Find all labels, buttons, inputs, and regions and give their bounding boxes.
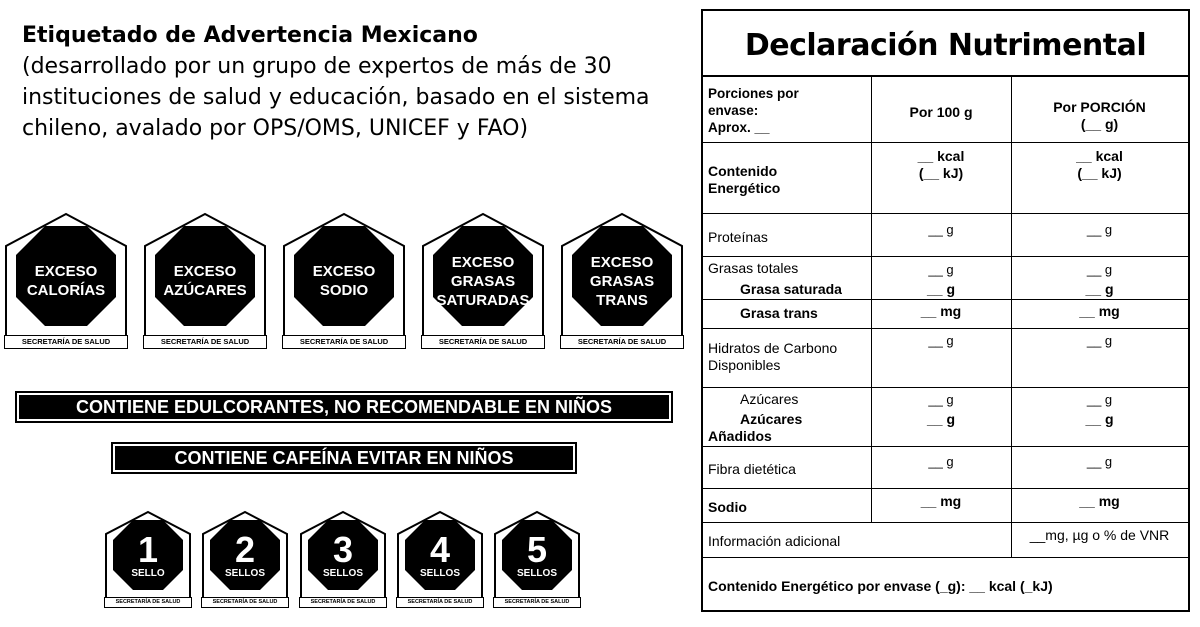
sodium-per-portion: __ mg bbox=[1079, 493, 1120, 509]
added-sugars-per-portion: __ g bbox=[1085, 411, 1114, 427]
row-divider bbox=[703, 488, 1188, 489]
proteins-per-100g: __ g bbox=[928, 222, 954, 237]
seal-count-number: 5 bbox=[526, 529, 548, 570]
sweeteners-banner: CONTIENE EDULCORANTES, NO RECOMENDABLE EN NIÑOS bbox=[19, 395, 669, 419]
seal-count-5 bbox=[493, 510, 581, 610]
total-fats-label: Grasas totales bbox=[708, 260, 799, 276]
seal-line: AZÚCARES bbox=[163, 282, 247, 299]
row-divider bbox=[703, 299, 1188, 300]
saturated-fat-label: Grasa saturada bbox=[740, 281, 842, 297]
seal-line: TRANS bbox=[596, 291, 648, 309]
energy-label: Contenido Energético bbox=[708, 163, 781, 196]
seal-count-label: SELLOS bbox=[224, 568, 265, 579]
seal-sodium bbox=[282, 212, 406, 352]
additional-info-label: Información adicional bbox=[708, 533, 841, 549]
warning-seals bbox=[4, 212, 694, 352]
seal-line: GRASAS bbox=[589, 272, 655, 290]
energy-per-package: Contenido Energético por envase (_g): __ kcal (_kJ) bbox=[708, 578, 1053, 594]
row-divider bbox=[703, 256, 1188, 257]
seal-count-number: 1 bbox=[137, 529, 159, 570]
seal-sugars bbox=[143, 212, 267, 352]
proteins-label: Proteínas bbox=[708, 229, 768, 245]
seal-footer: SECRETARÍA DE SALUD bbox=[143, 335, 267, 349]
seal-line: SODIO bbox=[319, 282, 369, 299]
seal-count-legend bbox=[104, 510, 594, 610]
seal-count-1 bbox=[104, 510, 192, 610]
sugars-per-100g: __ g bbox=[928, 392, 954, 407]
seal-footer: SECRETARÍA DE SALUD bbox=[201, 597, 289, 608]
seal-footer: SECRETARÍA DE SALUD bbox=[560, 335, 684, 349]
intro-description: (desarrollado por un grupo de expertos de más de 30 instituciones de salud y educación, basado en el sistema chileno, avalado por OPS/OMS, UNICEF y FAO) bbox=[22, 54, 650, 141]
portions-header: Porciones por envase: Aprox. __ bbox=[708, 86, 799, 135]
seal-count-2 bbox=[201, 510, 289, 610]
seal-trans-fats bbox=[560, 212, 684, 352]
seal-count-3 bbox=[299, 510, 387, 610]
seal-footer: SECRETARÍA DE SALUD bbox=[421, 335, 545, 349]
seal-footer: SECRETARÍA DE SALUD bbox=[282, 335, 406, 349]
sugars-per-portion: __ g bbox=[1086, 392, 1113, 407]
sodium-label: Sodio bbox=[708, 499, 747, 515]
intro-text bbox=[22, 20, 662, 144]
seal-footer: SECRETARÍA DE SALUD bbox=[4, 335, 128, 349]
carbs-per-100g: __ g bbox=[928, 333, 954, 348]
seal-line: EXCESO bbox=[590, 253, 654, 271]
seal-line: EXCESO bbox=[173, 263, 237, 280]
row-divider bbox=[703, 557, 1188, 558]
saturated-fat-per-portion: __ g bbox=[1085, 281, 1114, 297]
per-portion-header: Por PORCIÓN (__ g) bbox=[1053, 99, 1146, 132]
nutrition-title: Declaración Nutrimental bbox=[703, 11, 1188, 77]
fiber-per-100g: __ g bbox=[928, 454, 954, 469]
seal-count-label: SELLOS bbox=[322, 568, 363, 579]
trans-fat-label: Grasa trans bbox=[740, 305, 818, 321]
seal-footer: SECRETARÍA DE SALUD bbox=[396, 597, 484, 608]
seal-line: CALORÍAS bbox=[26, 282, 106, 299]
seal-line: GRASAS bbox=[450, 272, 516, 290]
nutrition-facts-panel bbox=[701, 9, 1190, 612]
row-divider bbox=[703, 387, 1188, 388]
sodium-per-100g: __ mg bbox=[920, 493, 962, 509]
per-100g-header: Por 100 g bbox=[909, 104, 973, 120]
seal-line: EXCESO bbox=[451, 253, 515, 271]
seal-count-label: SELLO bbox=[131, 568, 165, 579]
seal-saturated-fats bbox=[421, 212, 545, 352]
sugars-label: Azúcares bbox=[740, 391, 799, 407]
seal-count-label: SELLOS bbox=[516, 568, 557, 579]
row-divider bbox=[703, 213, 1188, 214]
seal-line: EXCESO bbox=[34, 263, 98, 280]
seal-count-number: 3 bbox=[332, 529, 354, 570]
seal-count-number: 4 bbox=[429, 529, 451, 570]
total-fats-per-portion: __ g bbox=[1086, 262, 1113, 277]
seal-footer: SECRETARÍA DE SALUD bbox=[493, 597, 581, 608]
seal-count-4 bbox=[396, 510, 484, 610]
saturated-fat-per-100g: __ g bbox=[926, 281, 955, 297]
caffeine-banner: CONTIENE CAFEÍNA EVITAR EN NIÑOS bbox=[115, 446, 573, 470]
trans-fat-per-100g: __ mg bbox=[920, 303, 962, 319]
trans-fat-per-portion: __ mg bbox=[1079, 303, 1120, 319]
row-divider bbox=[703, 446, 1188, 447]
added-sugars-per-100g: __ g bbox=[926, 411, 955, 427]
intro-title: Etiquetado de Advertencia Mexicano bbox=[22, 23, 478, 48]
seal-footer: SECRETARÍA DE SALUD bbox=[299, 597, 387, 608]
row-divider bbox=[703, 142, 1188, 143]
proteins-per-portion: __ g bbox=[1086, 222, 1113, 237]
carbs-label: Hidratos de Carbono Disponibles bbox=[708, 340, 838, 373]
seal-calories bbox=[4, 212, 128, 352]
seal-footer: SECRETARÍA DE SALUD bbox=[104, 597, 192, 608]
row-divider bbox=[703, 328, 1188, 329]
seal-line: EXCESO bbox=[312, 263, 376, 280]
fiber-per-portion: __ g bbox=[1086, 454, 1113, 469]
energy-per-portion: __ kcal (__ kJ) bbox=[1076, 148, 1123, 181]
total-fats-per-100g: __ g bbox=[928, 262, 954, 277]
seal-line: SATURADAS bbox=[436, 291, 530, 309]
additional-info-value: __mg, µg o % de VNR bbox=[1029, 527, 1170, 543]
added-sugars-label: Azúcares Añadidos bbox=[708, 411, 803, 444]
carbs-per-portion: __ g bbox=[1086, 333, 1113, 348]
fiber-label: Fibra dietética bbox=[708, 461, 796, 477]
seal-count-number: 2 bbox=[234, 529, 256, 570]
seal-count-label: SELLOS bbox=[419, 568, 460, 579]
row-divider bbox=[703, 522, 1188, 523]
energy-per-100g: __ kcal (__ kJ) bbox=[917, 148, 965, 181]
